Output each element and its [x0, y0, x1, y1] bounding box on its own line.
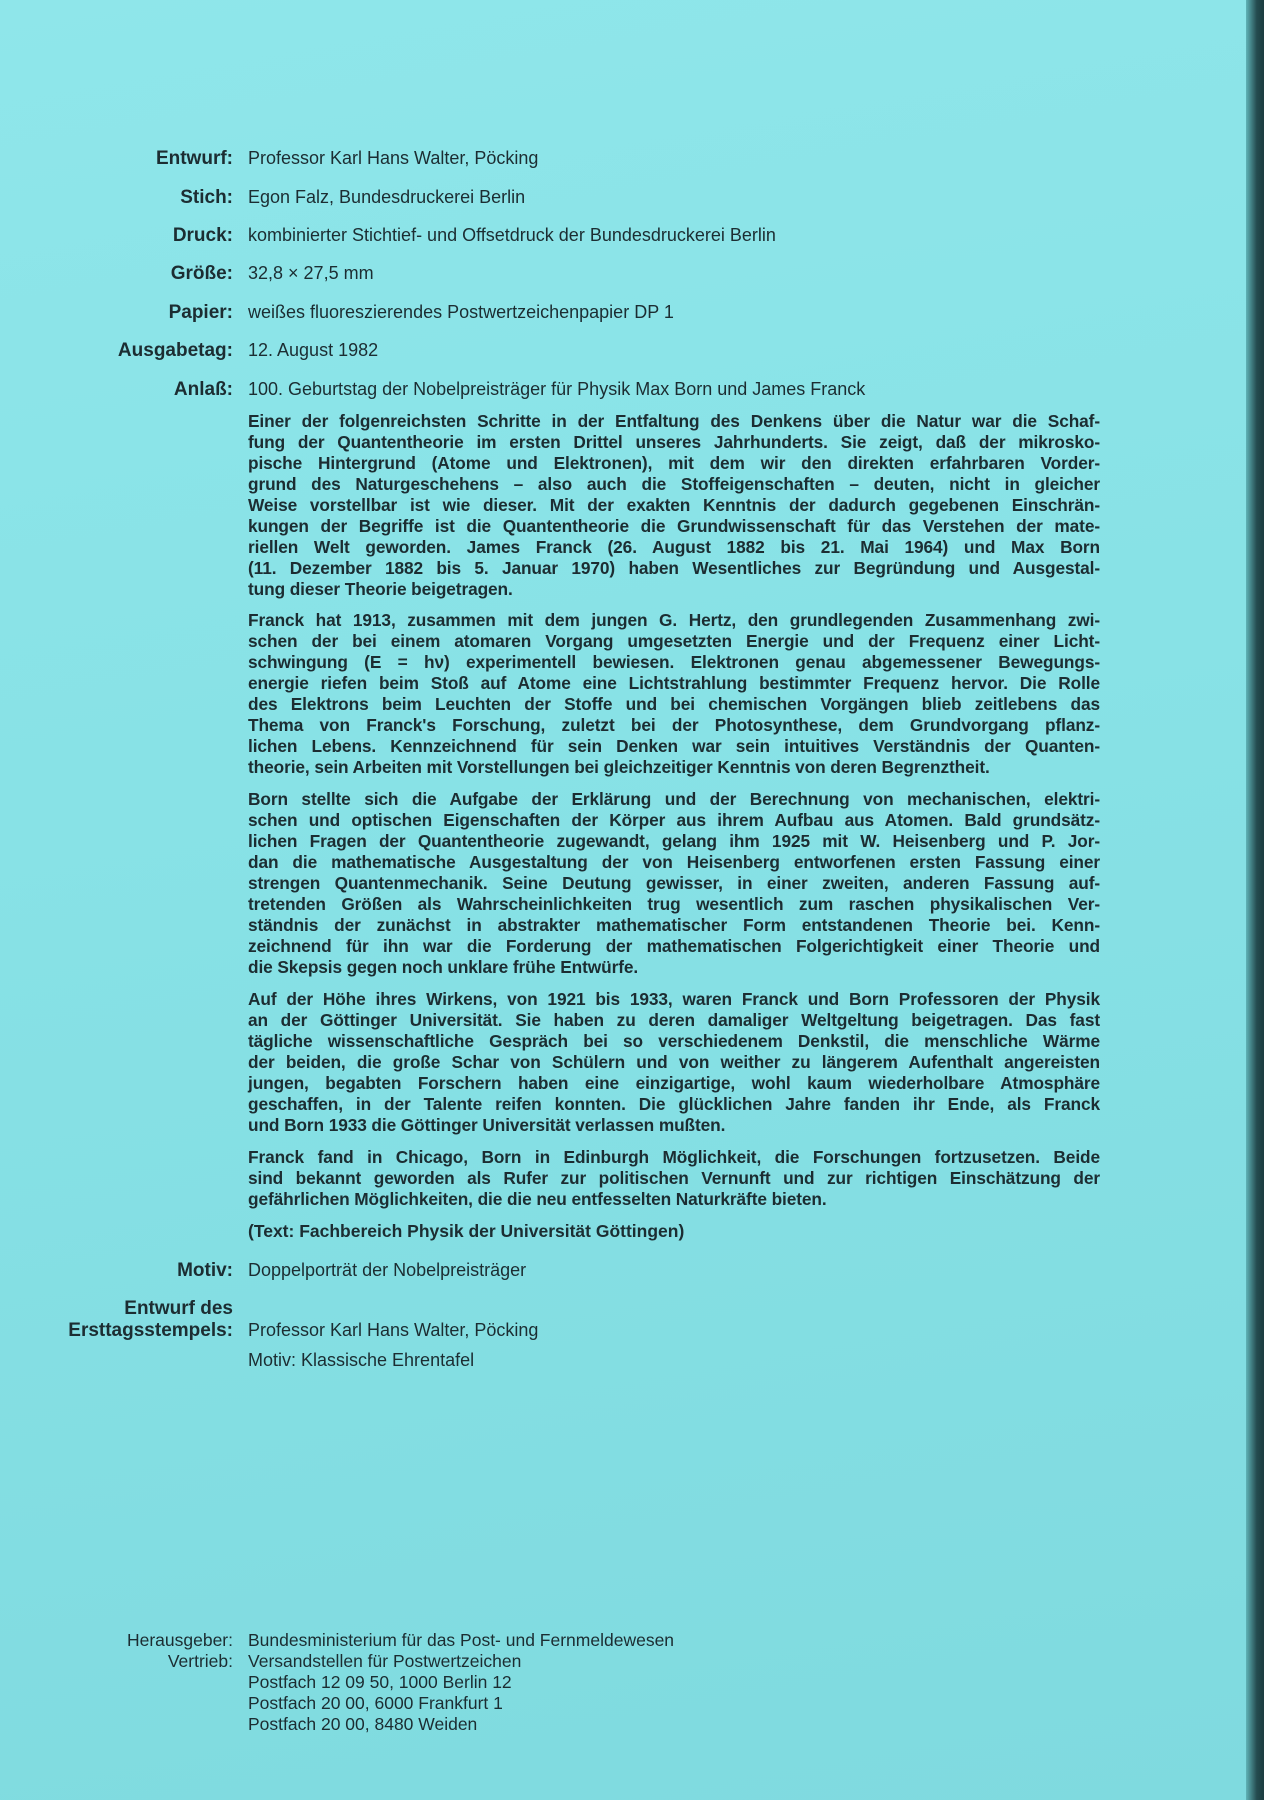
text-line: und Born 1933 die Göttinger Universität verlassen mußten. [248, 1115, 726, 1135]
text-line: grund des Naturgeschehens – also auch die Stoffeigenschaften – deuten, nicht in gleicher [248, 474, 1100, 494]
detail-label: Größe: [170, 263, 233, 284]
text-line: schwingung (E = hν) experimentell bewiesen. Elektronen genau abgemessener Bewegungs- [248, 652, 1100, 672]
text-line: Thema von Franck's Forschung, zuletzt bei der Photosynthese, dem Grundvorgang pflanz- [248, 715, 1100, 735]
detail-value: kombinierter Stichtief- und Offsetdruck der Bundesdruckerei Berlin [248, 225, 776, 245]
text-line: jungen, begabten Forschern haben eine einzigartige, wohl kaum wiederholbare Atmosphäre [248, 1073, 1100, 1093]
detail-value: Professor Karl Hans Walter, Pöcking [248, 148, 539, 168]
text-line: pische Hintergrund (Atome und Elektronen), mit dem wir den direkten erfahrbaren Vorder- [248, 453, 1100, 473]
source-note: (Text: Fachbereich Physik der Universität Göttingen) [248, 1221, 685, 1241]
detail-value: 32,8 × 27,5 mm [248, 263, 374, 283]
detail-label: Entwurf: [155, 148, 233, 169]
text-line: dan die mathematische Ausgestaltung der von Heisenberg entworfenen ersten Fassung einer [248, 852, 1100, 872]
text-line: des Elektrons beim Leuchten der Stoffe und bei chemischen Vorgängen blieb zeitlebens das [248, 694, 1100, 714]
detail-label: Papier: [168, 302, 233, 323]
text-line: tung dieser Theorie beigetragen. [248, 579, 513, 599]
detail-value: Professor Karl Hans Walter, Pöcking [248, 1320, 539, 1340]
detail-value: weißes fluoreszierendes Postwertzeichenpapier DP 1 [248, 302, 674, 322]
text-line: Franck fand in Chicago, Born in Edinburgh Möglichkeit, die Forschungen fortzusetzen. Beide [248, 1147, 1100, 1167]
paragraph-born [248, 789, 1100, 978]
text-line: Weise vorstellbar ist wie dieser. Mit der exakten Kenntnis der dadurch gegebenen Einschrän- [248, 495, 1100, 515]
paragraph-goettingen [248, 989, 1100, 1136]
distribution-line: Postfach 20 00, 8480 Weiden [248, 1714, 478, 1734]
detail-label: Anlaß: [173, 379, 233, 400]
paragraph-emigration [248, 1147, 1100, 1210]
detail-label-line2: Ersttagsstempels: [68, 1320, 233, 1341]
detail-value: Egon Falz, Bundesdruckerei Berlin [248, 187, 526, 207]
stempel-motiv: Motiv: Klassische Ehrentafel [248, 1350, 475, 1370]
text-line: Auf der Höhe ihres Wirkens, von 1921 bis 1933, waren Franck und Born Professoren der Physik [248, 989, 1100, 1009]
sheet-edge-shadow [1246, 0, 1264, 1800]
detail-label: Stich: [180, 187, 233, 208]
text-line: lichen Fragen der Quantentheorie zugewandt, gelang ihm 1925 mit W. Heisenberg und P. Jor- [248, 831, 1100, 851]
detail-value: Doppelporträt der Nobelpreisträger [248, 1260, 527, 1280]
text-line: sind bekannt geworden als Rufer zur politischen Vernunft und zur richtigen Einschätzung der [248, 1168, 1100, 1188]
text-line: energie riefen beim Stoß auf Atome eine Lichtstrahlung bestimmter Frequenz hervor. Die Rolle [248, 673, 1100, 693]
text-line: fung der Quantentheorie im ersten Drittel unseres Jahrhunderts. Sie zeigt, daß der mikrosko- [248, 432, 1100, 452]
distribution-line: Postfach 20 00, 6000 Frankfurt 1 [248, 1693, 503, 1713]
text-line: zeichnend für ihn war die Forderung der mathematischen Folgerichtigkeit einer Theorie und [248, 936, 1100, 956]
text-line: die Skepsis gegen noch unklare frühe Entwürfe. [248, 957, 639, 977]
text-line: kungen der Begriffe ist die Quantentheorie die Grundwissenschaft für das Verstehen der mate- [248, 516, 1100, 536]
text-line: strengen Quantenmechanik. Seine Deutung gewisser, in einer zweiten, anderen Fassung auf- [248, 873, 1100, 893]
text-line: Born stellte sich die Aufgabe der Erklärung und der Berechnung von mechanischen, elektri- [248, 789, 1100, 809]
publisher-value: Bundesministerium für das Post- und Fernmeldewesen [248, 1630, 675, 1650]
text-line: schen der bei einem atomaren Vorgang umgesetzten Energie und der Frequenz einer Licht- [248, 631, 1100, 651]
detail-label: Ausgabetag: [117, 340, 233, 361]
distribution-line: Postfach 12 09 50, 1000 Berlin 12 [248, 1672, 512, 1692]
text-line: theorie, sein Arbeiten mit Vorstellungen bei gleichzeitiger Kenntnis von deren Begrenztheit. [248, 757, 990, 777]
text-line: (11. Dezember 1882 bis 5. Januar 1970) haben Wesentliches zur Begründung und Ausgestal- [248, 558, 1100, 578]
detail-label: Druck: [172, 225, 233, 246]
distribution-line: Versandstellen für Postwertzeichen [248, 1651, 522, 1671]
detail-label-line1: Entwurf des [124, 1298, 233, 1319]
text-line: Einer der folgenreichsten Schritte in der Entfaltung des Denkens über die Natur war die Schaf- [248, 411, 1100, 431]
publisher-label: Herausgeber: [126, 1630, 233, 1650]
text-line: ständnis der zunächst in abstrakter mathematischer Form entstandenen Theorie bei. Kenn- [248, 915, 1100, 935]
text-line: geschaffen, in der Talente reifen konnten. Die glücklichen Jahre fanden ihr Ende, als Franck [248, 1094, 1100, 1114]
distribution-label: Vertrieb: [167, 1651, 233, 1671]
detail-value: 100. Geburtstag der Nobelpreisträger für Physik Max Born und James Franck [248, 379, 866, 399]
text-line: gefährlichen Möglichkeiten, die die neu entfesselten Naturkräfte bieten. [248, 1189, 827, 1209]
paragraph-quantum-theory [248, 411, 1100, 600]
text-line: der beiden, die große Schar von Schülern und von weither zu längerem Aufenthalt angereisten [248, 1052, 1100, 1072]
text-line: tägliche wissenschaftliche Gespräch bei so verschiedenem Denkstil, die menschliche Wärme [248, 1031, 1100, 1051]
text-line: schen und optischen Eigenschaften der Körper aus ihrem Aufbau aus Atomen. Bald grundsätz- [248, 810, 1100, 830]
text-line: Franck hat 1913, zusammen mit dem jungen G. Hertz, den grundlegenden Zusammenhang zwi- [248, 610, 1100, 630]
detail-value: 12. August 1982 [248, 340, 379, 360]
text-line: an der Göttinger Universität. Sie haben zu deren damaliger Weltgeltung beigetragen. Das fast [248, 1010, 1100, 1030]
paragraph-franck [248, 610, 1100, 778]
text-line: tretenden Größen als Wahrscheinlichkeiten trug wesentlich zum raschen physikalischen Ver- [248, 894, 1100, 914]
text-line: lichen Lebens. Kennzeichnend für sein Denken war sein intuitives Verständnis der Quanten- [248, 736, 1100, 756]
text-line: riellen Welt geworden. James Franck (26. August 1882 bis 21. Mai 1964) und Max Born [248, 537, 1100, 557]
detail-label: Motiv: [177, 1260, 233, 1281]
